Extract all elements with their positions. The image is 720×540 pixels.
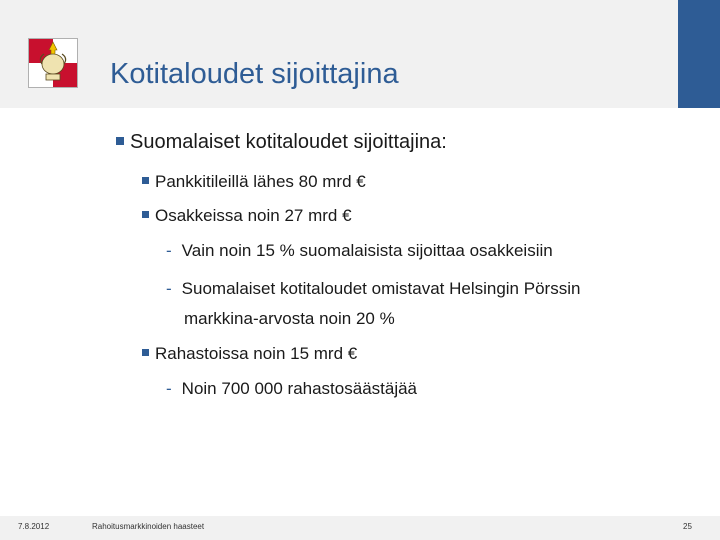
bullet-text: Noin 700 000 rahastosäästäjää (181, 379, 418, 398)
bullet-text: Suomalaiset kotitaloudet omistavat Helsingin Pörssin (181, 279, 581, 298)
bullet-text: markkina-arvosta noin 20 % (184, 309, 395, 328)
bullet-level-2 (142, 206, 352, 226)
dash-bullet: - (166, 379, 172, 398)
bullet-level-3 (166, 241, 553, 261)
bullet-text: Rahastoissa noin 15 mrd € (155, 344, 358, 363)
footer-date: 7.8.2012 (18, 522, 50, 531)
bullet-level-1 (116, 131, 447, 154)
bullet-text: Vain noin 15 % suomalaisista sijoittaa osakkeisiin (181, 241, 553, 260)
bullet-level-2 (142, 172, 366, 192)
footer-title: Rahoitusmarkkinoiden haasteet (92, 522, 205, 531)
bullet-level-3 (166, 279, 580, 299)
square-bullet-icon (142, 349, 149, 356)
square-bullet-icon (142, 211, 149, 218)
bullet-text: Osakkeissa noin 27 mrd € (155, 206, 352, 225)
bullet-continuation (184, 309, 395, 329)
slide-title: Kotitaloudet sijoittajina (110, 58, 399, 90)
dash-bullet: - (166, 279, 172, 298)
bullet-text: Suomalaiset kotitaloudet sijoittajina: (130, 131, 447, 153)
bullet-level-3 (166, 379, 417, 399)
bullet-text: Pankkitileillä lähes 80 mrd € (155, 172, 366, 191)
bullet-level-2 (142, 344, 357, 364)
dash-bullet: - (166, 241, 172, 260)
slide-footer (0, 516, 720, 540)
square-bullet-icon (116, 137, 124, 145)
square-bullet-icon (142, 177, 149, 184)
page-number: 25 (683, 522, 692, 531)
